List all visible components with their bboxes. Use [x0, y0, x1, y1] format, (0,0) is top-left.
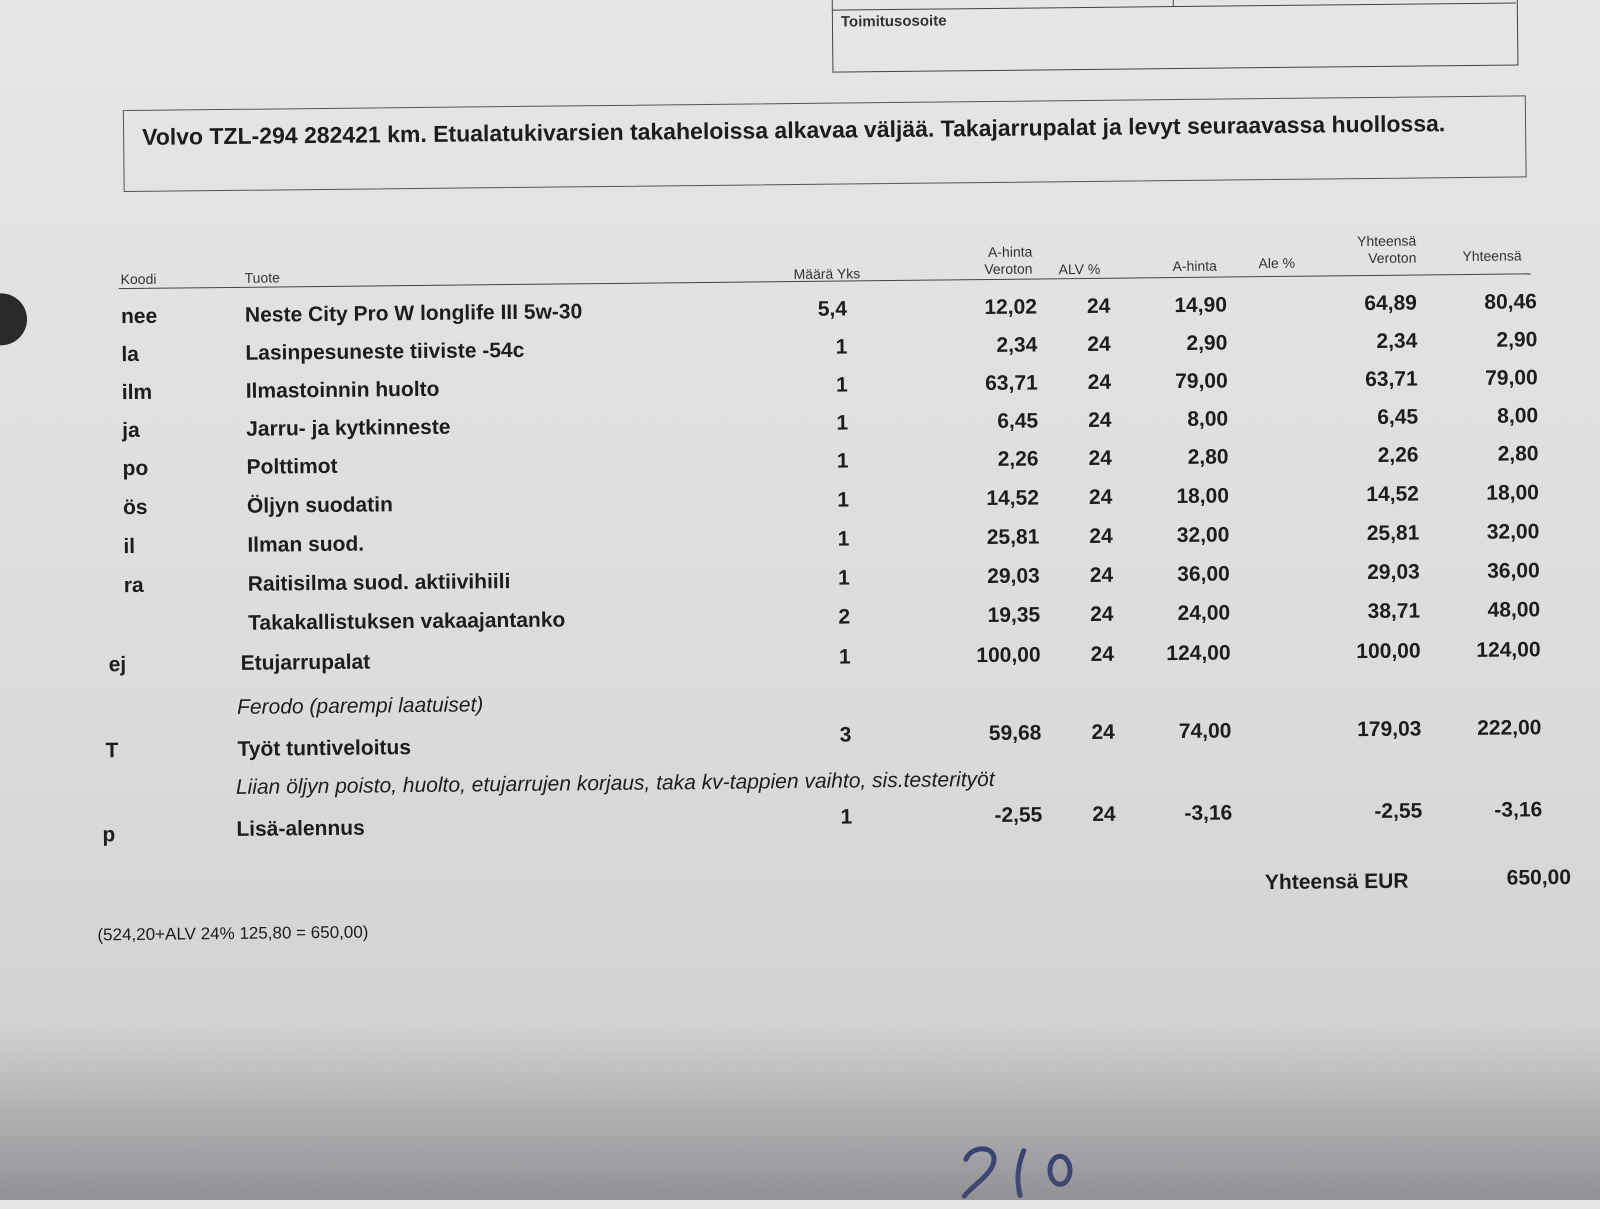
row-unit-net: 19,35	[987, 603, 1041, 628]
vat-summary: (524,20+ALV 24% 125,80 = 650,00)	[97, 922, 369, 945]
table-row	[0, 559, 1600, 606]
row-total-gross: 80,46	[1484, 290, 1538, 314]
row-unit-gross: 8,00	[1187, 407, 1229, 431]
row-unit-gross: 32,00	[1176, 523, 1230, 548]
row-unit-gross: 18,00	[1176, 484, 1230, 509]
row-qty: 1	[837, 527, 850, 551]
row-total-gross: 48,00	[1487, 598, 1541, 622]
row-qty: 1	[840, 805, 853, 829]
row-vat: 24	[1090, 642, 1115, 666]
handwriting-stroke	[1050, 1156, 1070, 1184]
row-product: Lasinpesuneste tiiviste -54c	[245, 338, 525, 365]
row-qty: 2	[838, 605, 851, 629]
row-qty: 3	[839, 723, 852, 747]
row-qty: 1	[836, 449, 849, 473]
row-total-net: 29,03	[1367, 560, 1420, 585]
row-unit-gross: 74,00	[1178, 719, 1232, 744]
row-code: ej	[108, 653, 127, 677]
row-product: Jarru- ja kytkinneste	[246, 415, 451, 441]
header-total-net	[1332, 233, 1416, 268]
row-total-gross: 18,00	[1486, 481, 1540, 505]
header-total-net-line2: Veroton	[1368, 249, 1417, 267]
row-vat: 24	[1087, 370, 1112, 394]
row-total-gross: 8,00	[1497, 404, 1539, 428]
table-row	[0, 520, 1600, 567]
row-product: Ilmastoinnin huolto	[245, 377, 440, 403]
row-product: Polttimot	[246, 454, 338, 479]
row-total-gross: 32,00	[1486, 520, 1540, 544]
row-total-gross: 222,00	[1477, 716, 1542, 740]
row-total-gross: 79,00	[1485, 366, 1538, 390]
row-unit-net: -2,55	[994, 803, 1043, 827]
row-unit-net: 14,52	[986, 486, 1040, 511]
table-row	[2, 798, 1600, 845]
row-qty: 1	[835, 335, 848, 359]
row-unit-gross: 2,80	[1187, 445, 1229, 469]
row-code: ja	[122, 418, 140, 443]
row-unit-net: 12,02	[984, 295, 1038, 320]
row-qty: 1	[838, 645, 851, 669]
row-vat: 24	[1092, 802, 1116, 826]
row-qty: 1	[837, 488, 850, 512]
row-unit-net: 29,03	[987, 564, 1040, 589]
row-unit-net: 59,68	[988, 721, 1042, 746]
row-total-net: 179,03	[1357, 717, 1422, 742]
row-subnote: Ferodo (parempi laatuiset)	[236, 693, 484, 719]
row-total-net: 2,34	[1376, 329, 1418, 353]
row-total-net: 64,89	[1364, 291, 1418, 316]
header-unit-price-net-line2: Veroton	[984, 260, 1033, 278]
grand-total-value: 650,00	[1506, 865, 1572, 890]
row-code: po	[122, 456, 149, 481]
row-vat: 24	[1089, 563, 1114, 587]
header-product: Tuote	[244, 269, 280, 286]
row-unit-gross: 2,90	[1186, 331, 1228, 355]
handwritten-number	[958, 1140, 1099, 1198]
row-code: nee	[120, 304, 158, 329]
row-total-net: 100,00	[1356, 639, 1421, 664]
delivery-box-tick	[1173, 0, 1174, 6]
row-qty: 1	[835, 373, 848, 397]
row-vat: 24	[1087, 332, 1111, 356]
row-total-gross: 36,00	[1487, 559, 1540, 583]
row-qty: 5,4	[817, 297, 848, 321]
row-vat: 24	[1086, 294, 1111, 318]
row-code: ös	[122, 495, 148, 520]
row-code: ra	[123, 573, 144, 598]
row-product: Raitisilma suod. aktiivihiili	[247, 570, 511, 596]
row-total-gross: 2,90	[1496, 328, 1538, 352]
header-qty-unit: Määrä Yks	[793, 265, 861, 283]
header-discount: Ale %	[1258, 254, 1296, 272]
grand-total-label: Yhteensä EUR	[1264, 869, 1409, 895]
row-vat: 24	[1088, 408, 1112, 432]
row-total-net: -2,55	[1374, 799, 1423, 823]
row-total-net: 2,26	[1377, 443, 1419, 467]
row-vat: 24	[1088, 485, 1113, 509]
row-total-net: 14,52	[1366, 482, 1420, 507]
row-total-gross: 2,80	[1497, 442, 1539, 466]
row-unit-gross: 14,90	[1174, 293, 1228, 318]
row-product: Takakallistuksen vakaajantanko	[248, 608, 566, 635]
delivery-address-box	[832, 0, 1519, 73]
row-unit-net: 100,00	[976, 643, 1041, 668]
handwriting-stroke	[964, 1149, 995, 1197]
row-product: Ilman suod.	[247, 532, 365, 557]
row-product: Neste City Pro W longlife III 5w-30	[244, 300, 583, 327]
header-unit-price-gross: A-hinta	[1172, 257, 1217, 275]
row-qty: 1	[836, 411, 849, 435]
header-total-net-line1: Yhteensä	[1357, 232, 1417, 250]
row-unit-net: 25,81	[986, 525, 1040, 550]
row-unit-gross: 124,00	[1166, 641, 1231, 666]
row-vat: 24	[1091, 720, 1115, 744]
vehicle-note: Volvo TZL-294 282421 km. Etualatukivarsien takaheloissa alkavaa väljää. Takajarrupalat ja levyt seuraavassa huollossa.	[123, 95, 1527, 192]
row-unit-net: 2,34	[996, 333, 1038, 357]
row-code: la	[121, 342, 140, 367]
row-product: Työt tuntiveloitus	[237, 736, 412, 761]
row-product: Lisä-alennus	[236, 816, 365, 841]
row-unit-net: 63,71	[985, 371, 1038, 396]
delivery-address-label: Toimitusosoite	[840, 12, 947, 31]
table-row	[0, 442, 1599, 489]
row-code: ilm	[121, 380, 153, 405]
delivery-box-divider	[832, 2, 1516, 10]
row-total-gross: -3,16	[1494, 798, 1543, 822]
row-total-net: 38,71	[1367, 599, 1421, 624]
header-vat: ALV %	[1058, 260, 1101, 278]
row-product: Öljyn suodatin	[246, 493, 393, 518]
row-total-gross: 124,00	[1476, 638, 1541, 662]
row-unit-gross: -3,16	[1184, 801, 1233, 825]
table-row	[0, 481, 1599, 528]
header-code: Koodi	[120, 270, 157, 288]
handwriting-stroke	[1018, 1151, 1025, 1196]
header-unit-price-net-line1: A-hinta	[987, 243, 1033, 261]
row-product: Etujarrupalat	[240, 650, 371, 675]
row-unit-net: 6,45	[997, 409, 1039, 433]
row-vat: 24	[1089, 524, 1113, 548]
row-qty: 1	[837, 566, 850, 590]
table-row	[1, 716, 1600, 763]
row-subnote: Liian öljyn poisto, huolto, etujarrujen korjaus, taka kv-tappien vaihto, sis.testerityöt	[235, 767, 995, 799]
row-unit-gross: 36,00	[1177, 562, 1230, 587]
row-code: T	[105, 739, 119, 763]
row-vat: 24	[1090, 602, 1114, 626]
row-code: il	[123, 534, 136, 559]
row-unit-gross: 79,00	[1175, 369, 1228, 394]
row-unit-net: 2,26	[997, 447, 1039, 471]
row-total-net: 6,45	[1377, 405, 1419, 429]
table-row	[0, 598, 1600, 645]
header-total-gross: Yhteensä	[1462, 247, 1522, 265]
row-vat: 24	[1088, 446, 1113, 470]
row-total-net: 63,71	[1365, 367, 1418, 392]
row-total-net: 25,81	[1366, 521, 1420, 546]
row-code: p	[102, 823, 116, 847]
row-unit-gross: 24,00	[1177, 601, 1231, 626]
table-row	[1, 638, 1600, 685]
header-unit-price-net	[952, 244, 1032, 279]
